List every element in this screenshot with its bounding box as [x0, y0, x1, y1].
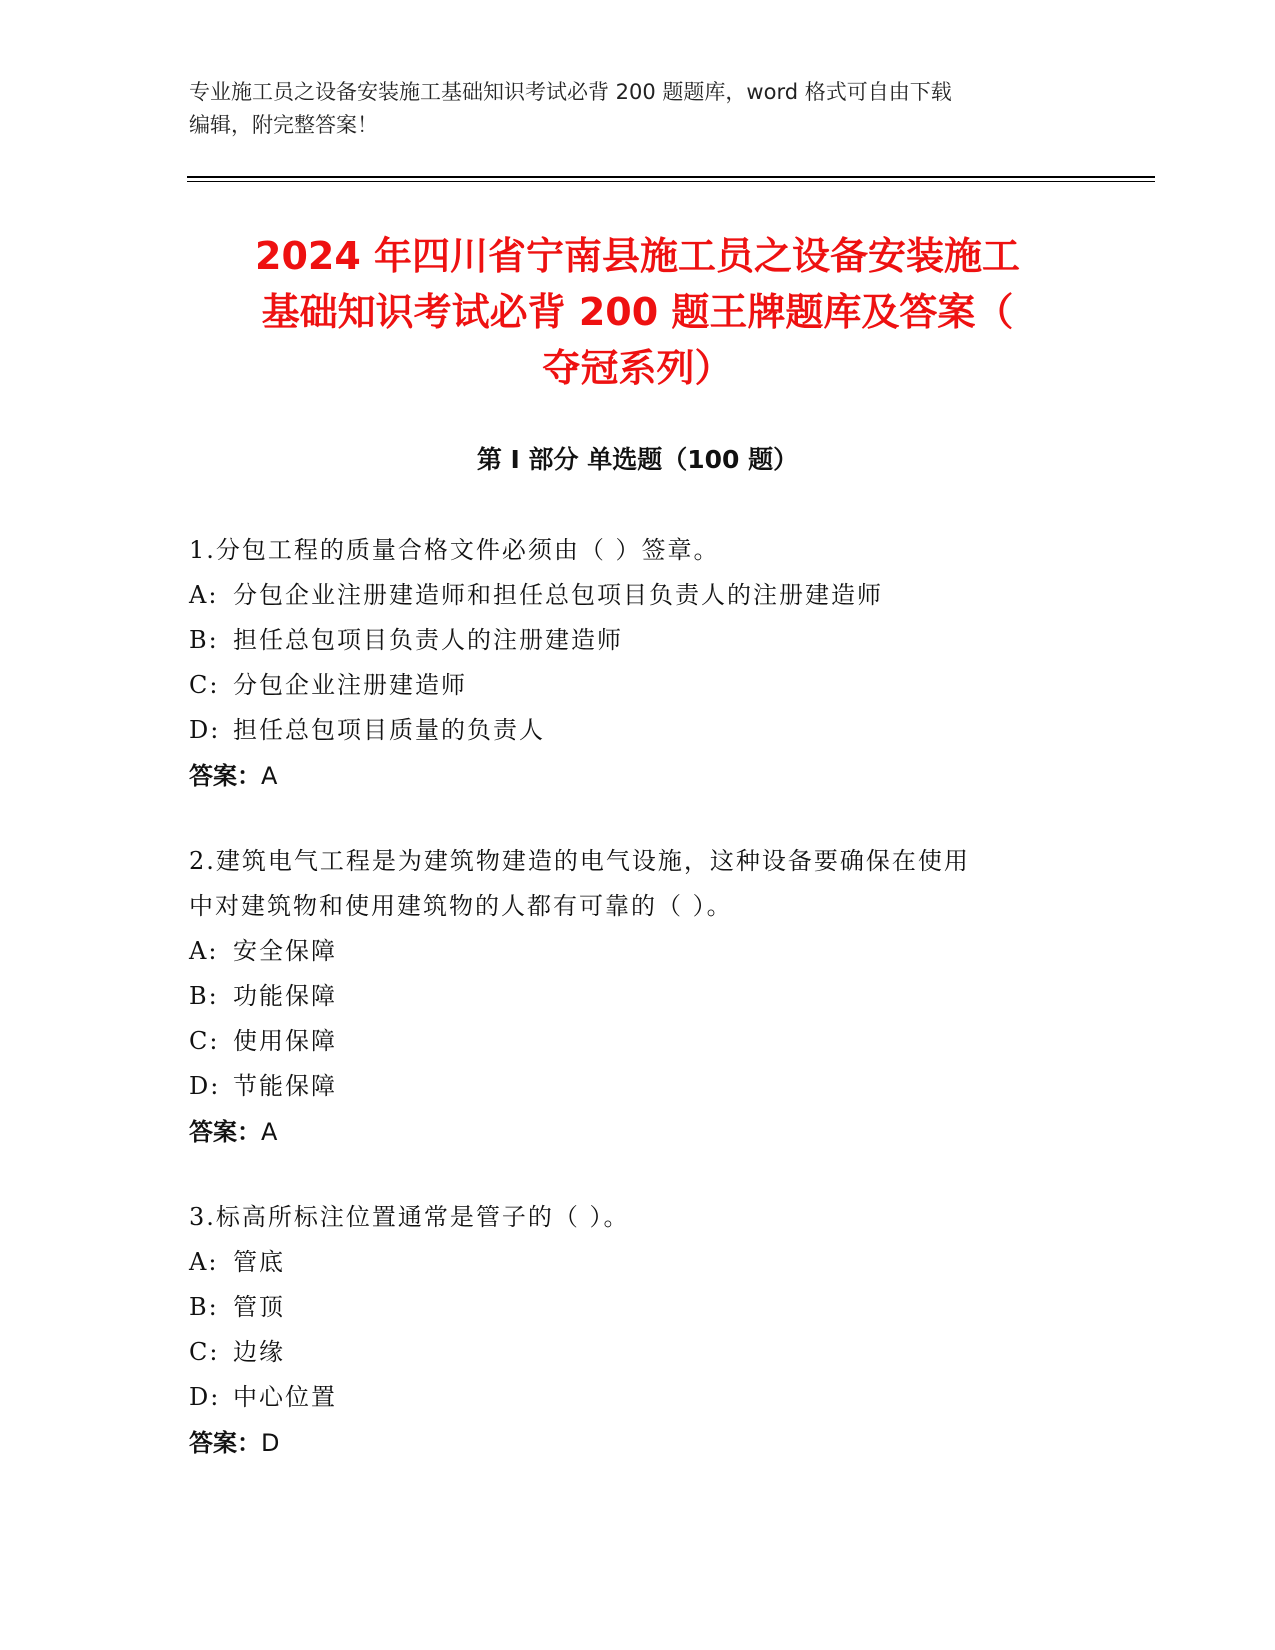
answer-line — [189, 753, 1089, 799]
answer-option — [189, 1064, 1089, 1109]
answer-option — [189, 1330, 1089, 1375]
answer-label: 答案： — [189, 1429, 261, 1457]
option-letter: A: — [189, 937, 219, 965]
header-note-line-2: 编辑，附完整答案！ — [189, 113, 378, 137]
option-letter: B: — [189, 1293, 219, 1321]
answer-label: 答案： — [189, 1118, 261, 1146]
answer-label: 答案： — [189, 762, 261, 790]
option-text: 分包企业注册建造师和担任总包项目负责人的注册建造师 — [233, 581, 883, 609]
section-title: 第 I 部分 单选题（100 题） — [476, 445, 799, 474]
header-divider-thin — [187, 181, 1155, 182]
answer-option — [189, 573, 1089, 618]
option-text: 管底 — [233, 1248, 285, 1276]
document-title-line-3: 夺冠系列） — [542, 346, 733, 390]
option-letter: B: — [189, 982, 219, 1010]
option-letter: D: — [189, 1072, 221, 1100]
question-stem: 3.标高所标注位置通常是管子的（ ）。 — [189, 1203, 630, 1231]
option-text: 安全保障 — [233, 937, 337, 965]
header-note-line-1: 专业施工员之设备安装施工基础知识考试必背 200 题题库，word 格式可自由下载 — [189, 80, 952, 104]
header-note — [189, 76, 1089, 142]
option-letter: B: — [189, 626, 219, 654]
answer-option — [189, 929, 1089, 974]
question-block — [189, 1195, 1089, 1466]
option-letter: D: — [189, 716, 221, 744]
question-stem: 1.分包工程的质量合格文件必须由（ ）签章。 — [189, 536, 720, 564]
answer-option — [189, 708, 1089, 753]
option-text: 担任总包项目负责人的注册建造师 — [233, 626, 623, 654]
option-text: 中心位置 — [233, 1383, 337, 1411]
answer-line — [189, 1420, 1089, 1466]
question-block — [189, 839, 1089, 1155]
option-text: 管顶 — [233, 1293, 285, 1321]
option-text: 功能保障 — [233, 982, 337, 1010]
option-letter: C: — [189, 671, 220, 699]
option-letter: C: — [189, 1338, 220, 1366]
option-text: 节能保障 — [233, 1072, 337, 1100]
answer-line — [189, 1109, 1089, 1155]
answer-option — [189, 1240, 1089, 1285]
answer-value: A — [261, 762, 278, 790]
question-list — [189, 528, 1089, 1506]
header-divider — [187, 176, 1155, 182]
option-text: 分包企业注册建造师 — [233, 671, 467, 699]
answer-value: A — [261, 1118, 278, 1146]
option-letter: C: — [189, 1027, 220, 1055]
answer-option — [189, 974, 1089, 1019]
option-letter: D: — [189, 1383, 221, 1411]
option-text: 担任总包项目质量的负责人 — [233, 716, 545, 744]
document-title — [150, 228, 1125, 396]
answer-option — [189, 1375, 1089, 1420]
question-block — [189, 528, 1089, 799]
option-text: 使用保障 — [233, 1027, 337, 1055]
answer-option — [189, 1285, 1089, 1330]
option-letter: A: — [189, 1248, 219, 1276]
question-stem: 中对建筑物和使用建筑物的人都有可靠的（ ）。 — [189, 892, 733, 920]
document-title-line-2: 基础知识考试必背 200 题王牌题库及答案（ — [261, 290, 1014, 334]
answer-option — [189, 1019, 1089, 1064]
header-divider-thick — [187, 176, 1155, 178]
option-letter: A: — [189, 581, 219, 609]
option-text: 边缘 — [233, 1338, 285, 1366]
question-stem: 2.建筑电气工程是为建筑物建造的电气设施，这种设备要确保在使用 — [189, 847, 970, 875]
answer-option — [189, 663, 1089, 708]
answer-option — [189, 618, 1089, 663]
answer-value: D — [261, 1429, 280, 1457]
document-title-line-1: 2024 年四川省宁南县施工员之设备安装施工 — [255, 234, 1020, 278]
